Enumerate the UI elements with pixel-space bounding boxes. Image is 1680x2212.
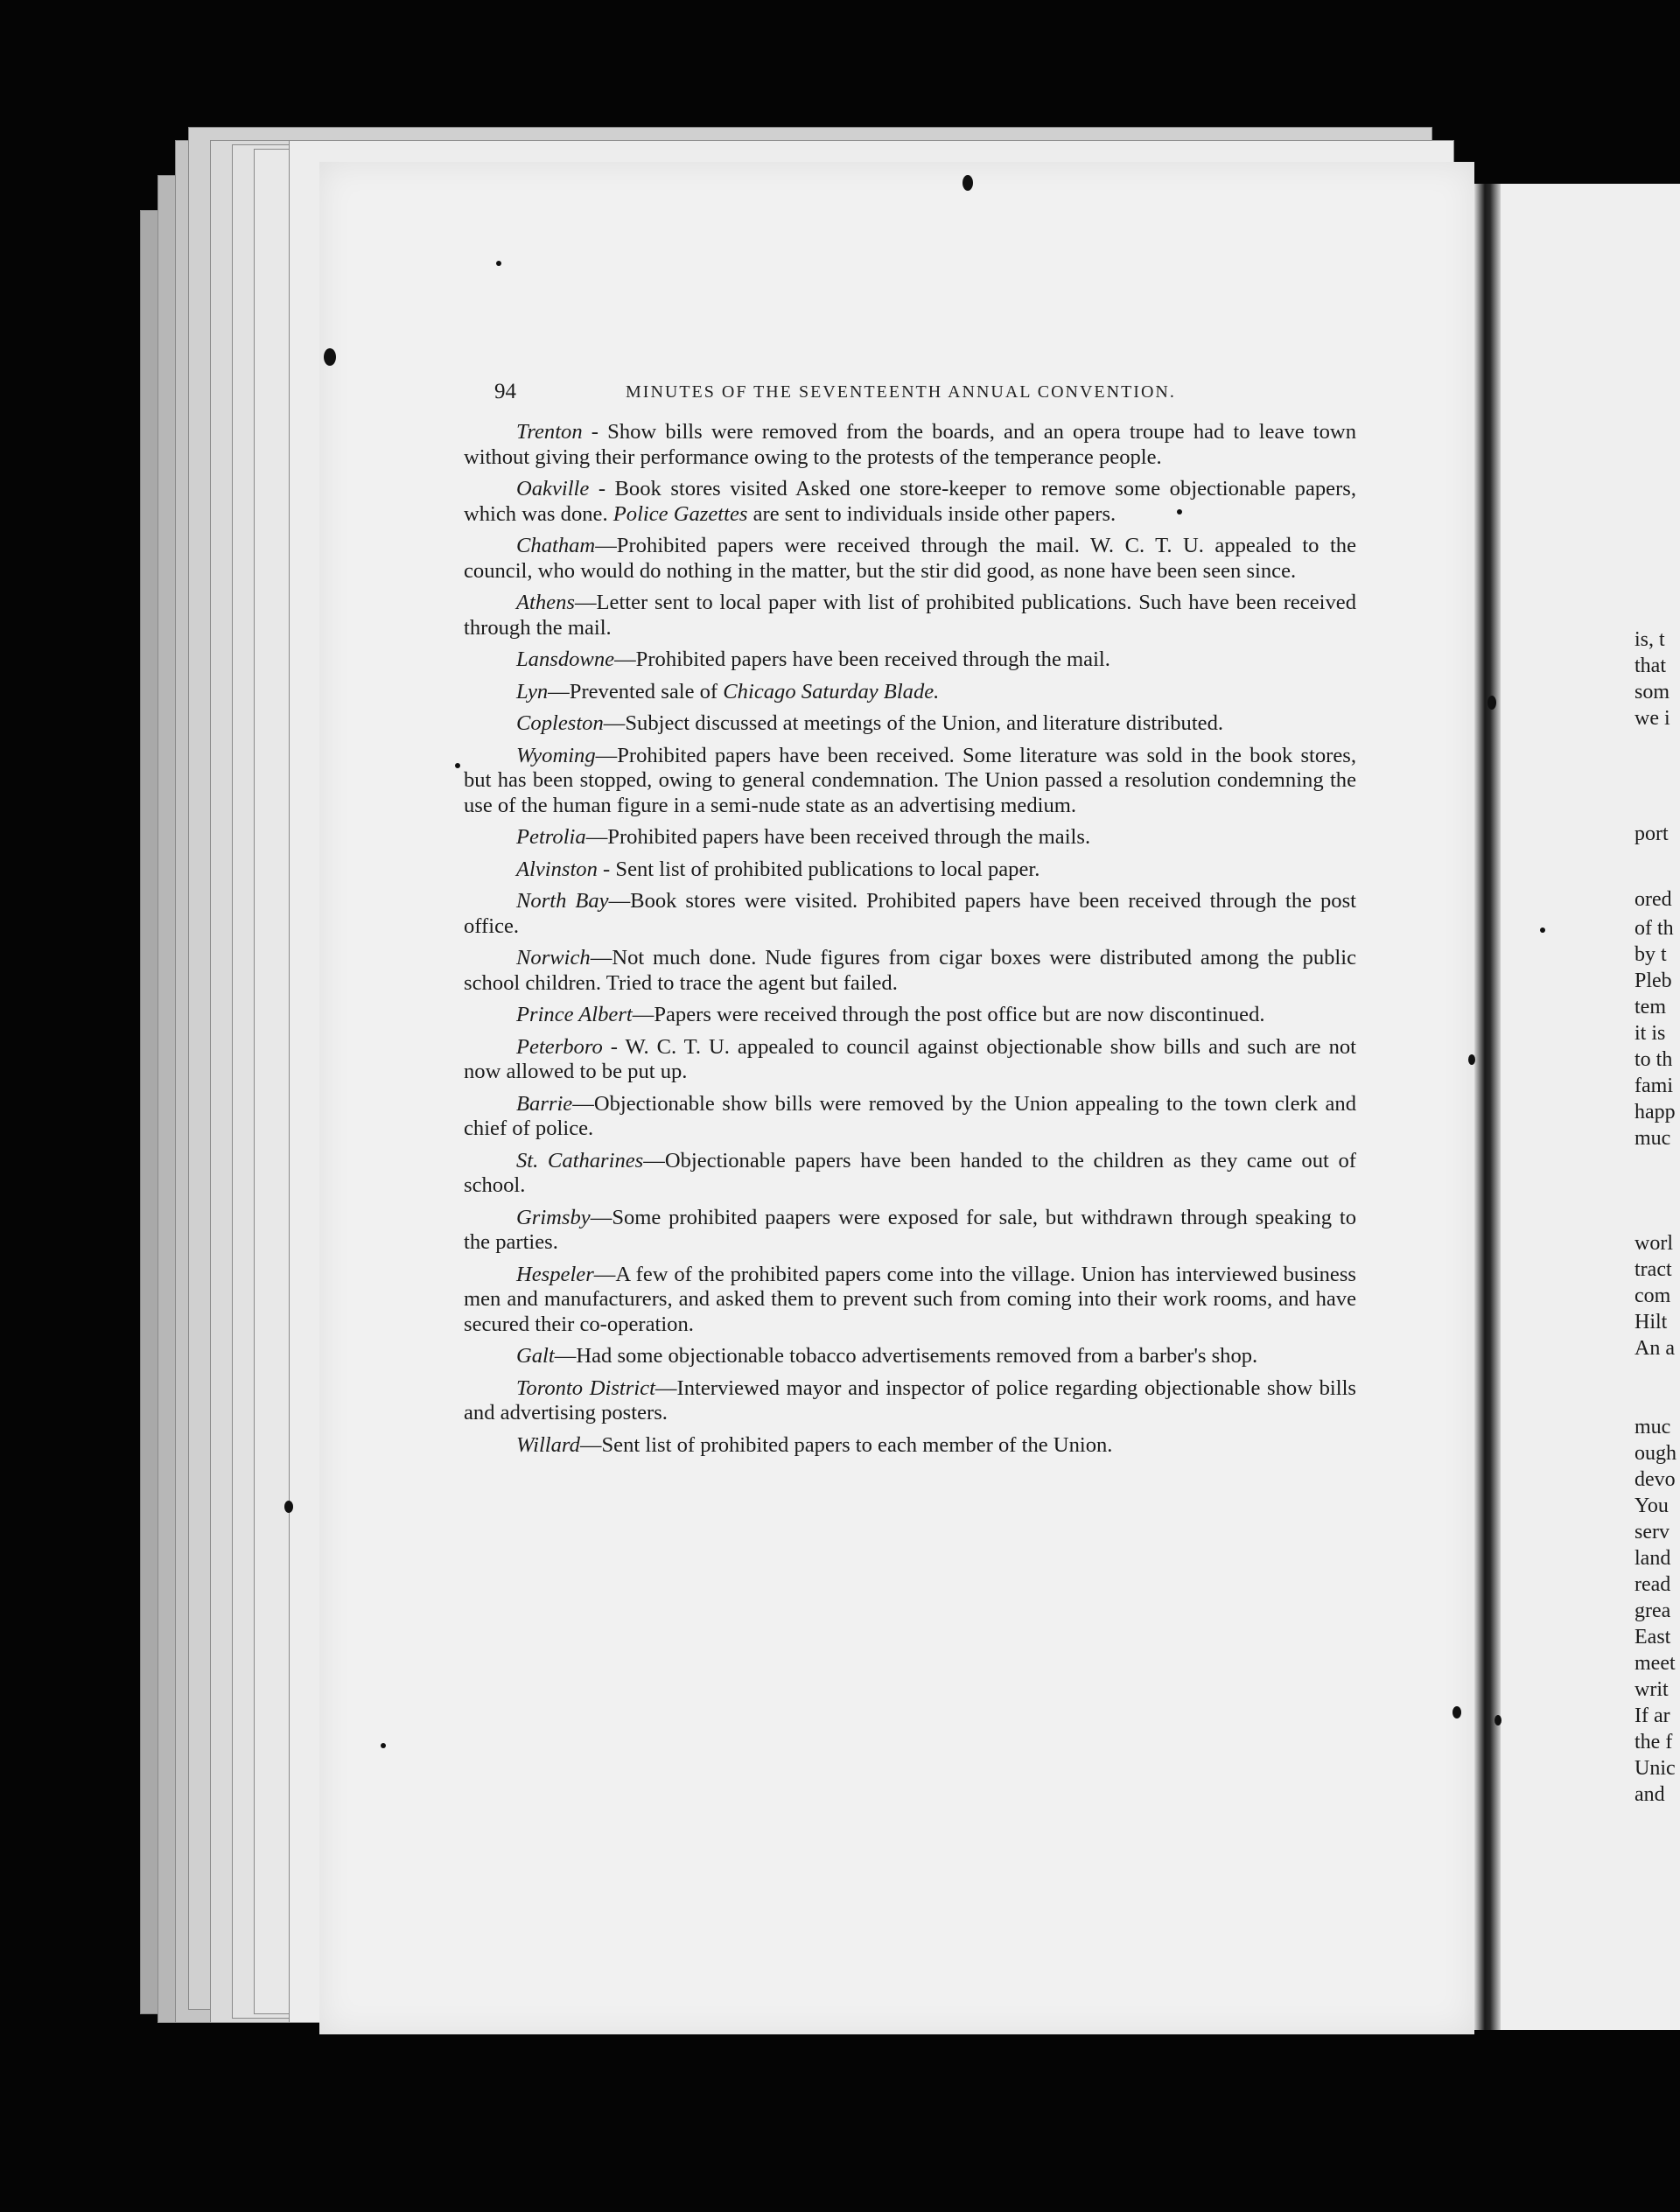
entry-separator: - — [582, 420, 608, 444]
entry-separator: — — [595, 534, 617, 557]
report-entry — [464, 1433, 1356, 1459]
entry-place: Trenton — [516, 420, 583, 444]
entry-text: Had some objectionable tobacco advertisements removed from a barber's shop. — [576, 1344, 1258, 1368]
right-page-fragment: port — [1634, 822, 1669, 845]
right-page-fragment: writ — [1634, 1678, 1669, 1701]
right-page-fragment: meet — [1634, 1652, 1676, 1675]
right-page-fragment: Hilt — [1634, 1311, 1668, 1334]
entry-separator: — — [574, 591, 597, 614]
right-page-fragment: that — [1634, 654, 1666, 677]
entry-text: Book stores visited Asked one store-keeper to remove some objectionable papers, which was done. — [464, 477, 1356, 526]
entry-place: Norwich — [516, 946, 591, 970]
entry-place: Barrie — [516, 1091, 573, 1116]
right-page-fragment: som — [1634, 681, 1670, 704]
entry-text: Sent list of prohibited publications to local paper. — [615, 857, 1040, 881]
report-entry — [464, 591, 1356, 640]
dust-speck — [1468, 1054, 1475, 1065]
entry-text: Prohibited papers have been received through the mails. — [607, 825, 1091, 849]
running-head: MINUTES OF THE SEVENTEENTH ANNUAL CONVENTION. — [626, 382, 1176, 402]
entry-separator: - — [589, 477, 615, 500]
report-entry — [464, 1003, 1356, 1028]
dust-speck — [1494, 1715, 1502, 1726]
entry-text: Prohibited papers were received through the mail. W. C. T. U. appealed to the council, who would do nothing in the matter, but the stir did good, as none have been seen since. — [464, 534, 1356, 583]
right-page-fragment: If ar — [1634, 1704, 1670, 1727]
right-page-fragment: land — [1634, 1547, 1671, 1570]
report-entry — [464, 1376, 1356, 1426]
dust-speck — [324, 348, 336, 366]
entry-text: Some prohibited paapers were exposed for sale, but withdrawn through speaking to the parties. — [464, 1205, 1356, 1254]
entry-separator: — — [554, 1344, 577, 1368]
dust-speck — [962, 175, 973, 191]
entry-place: Grimsby — [516, 1205, 591, 1229]
dust-speck — [455, 763, 460, 768]
right-page-fragment: the f — [1634, 1731, 1673, 1754]
report-entry — [464, 946, 1356, 996]
right-page-fragment: of th — [1634, 917, 1674, 940]
entry-separator: — — [595, 743, 618, 767]
right-page-fragment: we i — [1634, 707, 1670, 730]
right-page-fragment: devo — [1634, 1468, 1676, 1491]
right-page-fragment: read — [1634, 1573, 1671, 1596]
entry-text: Objectionable papers have been handed to the children as they came out of school. — [464, 1148, 1356, 1197]
entry-text: Papers were received through the post office but are now discontinued. — [654, 1003, 1265, 1026]
entry-place: Lansdowne — [516, 648, 615, 671]
entry-separator: — — [603, 711, 626, 735]
right-page-fragment: by t — [1634, 943, 1667, 966]
entry-text: Prevented sale of — [569, 679, 724, 704]
report-entry — [464, 1344, 1356, 1369]
entry-place: Chatham — [516, 534, 596, 557]
entry-place: Galt — [516, 1344, 555, 1368]
entry-text: A few of the prohibited papers come into the village. Union has interviewed business men and manufacturers, and asked them to prevent such from coming into their work rooms, and have secured their co-operation. — [464, 1262, 1356, 1336]
entry-place: Peterboro — [516, 1034, 603, 1059]
entry-separator: — — [548, 679, 570, 704]
entry-place: Willard — [516, 1432, 580, 1457]
report-entry — [464, 744, 1356, 819]
entry-text: Sent list of prohibited papers to each member of the Union. — [601, 1432, 1113, 1457]
right-page-fragment: muc — [1634, 1127, 1671, 1150]
report-entry — [464, 534, 1356, 584]
entry-separator: - — [597, 857, 616, 881]
right-page-fragment: East — [1634, 1626, 1671, 1648]
right-page-fragment: grea — [1634, 1600, 1671, 1622]
dust-speck — [284, 1501, 293, 1513]
entry-text: Objectionable show bills were removed by the Union appealing to the town clerk and chief of police. — [464, 1091, 1356, 1140]
report-entry — [464, 420, 1356, 470]
entry-text: Interviewed mayor and inspector of police regarding objectionable show bills and advertising posters. — [464, 1376, 1356, 1424]
entry-separator: — — [608, 889, 631, 913]
report-entry — [464, 858, 1356, 883]
right-page-fragment: fami — [1634, 1074, 1673, 1097]
entry-separator: — — [643, 1148, 665, 1172]
entry-place: Toronto District — [516, 1376, 655, 1400]
report-entry — [464, 889, 1356, 939]
right-page-fragment: it is — [1634, 1022, 1666, 1045]
right-page-fragment: muc — [1634, 1416, 1671, 1438]
entry-italic-title: Chicago Saturday Blade. — [723, 679, 940, 704]
right-page-fragment: and — [1634, 1783, 1665, 1806]
right-page-fragment: to th — [1634, 1048, 1673, 1071]
entry-place: St. Catharines — [516, 1148, 644, 1172]
entry-text: Letter sent to local paper with list of prohibited publications. Such have been received through the mail. — [464, 591, 1356, 640]
report-entries — [464, 420, 1356, 1465]
report-entry — [464, 1149, 1356, 1199]
entry-text: W. C. T. U. appealed to council against objectionable show bills and such are not now allowed to be put up. — [464, 1034, 1357, 1083]
right-page-fragment: You — [1634, 1494, 1669, 1517]
entry-text: Subject discussed at meetings of the Union, and literature distributed. — [625, 711, 1224, 735]
entry-place: Hespeler — [516, 1262, 594, 1286]
right-page-fragment: tem — [1634, 996, 1666, 1018]
dust-speck — [1488, 696, 1496, 710]
entry-place: Copleston — [516, 711, 604, 735]
entry-text: Show bills were removed from the boards, and an opera troupe had to leave town without giving their performance owing to the protests of the temperance people. — [464, 420, 1356, 469]
entry-place: Alvinston — [516, 857, 598, 881]
entry-text-tail: are sent to individuals inside other papers. — [747, 501, 1116, 526]
dust-speck — [496, 261, 501, 266]
entry-place: Prince Albert — [516, 1003, 633, 1026]
entry-text: Not much done. Nude figures from cigar boxes were distributed among the public school children. Tried to trace the agent but failed. — [464, 946, 1356, 995]
report-entry — [464, 825, 1356, 850]
entry-place: Petrolia — [516, 825, 586, 849]
right-page-fragment: tract — [1634, 1258, 1672, 1281]
right-page-fragment: happ — [1634, 1101, 1676, 1124]
right-page-fragment: ored — [1634, 888, 1672, 911]
right-page-fragment: An a — [1634, 1337, 1675, 1360]
entry-text: Prohibited papers have been received. Some literature was sold in the book stores, but has been stopped, owing to general condemnation. The Union passed a resolution condemning the use of the human figure in a semi-nude state as an advertising medium. — [464, 743, 1356, 817]
entry-separator: — — [632, 1003, 654, 1026]
report-entry — [464, 1092, 1356, 1142]
book-gutter — [1474, 184, 1501, 2030]
entry-separator: — — [654, 1376, 677, 1400]
report-entry — [464, 1263, 1356, 1338]
entry-separator: - — [602, 1034, 626, 1059]
report-entry — [464, 711, 1356, 737]
report-entry — [464, 1035, 1356, 1085]
right-page-fragment: serv — [1634, 1521, 1670, 1544]
dust-speck — [1452, 1706, 1461, 1718]
right-page-fragment: ough — [1634, 1442, 1676, 1465]
dust-speck — [1540, 928, 1545, 933]
entry-separator: — — [593, 1262, 616, 1286]
report-entry — [464, 477, 1356, 527]
entry-separator: — — [614, 648, 636, 671]
report-entry — [464, 1206, 1356, 1256]
right-page-fragment: Unic — [1634, 1757, 1676, 1780]
entry-separator: — — [572, 1091, 594, 1116]
entry-text: Prohibited papers have been received through the mail. — [635, 648, 1110, 671]
right-page-fragment: worl — [1634, 1232, 1673, 1255]
entry-separator: — — [579, 1432, 602, 1457]
report-entry — [464, 680, 1356, 705]
entry-separator: — — [590, 946, 612, 970]
entry-place: Wyoming — [516, 743, 596, 767]
entry-separator: — — [585, 825, 608, 849]
right-page-fragment: Pleb — [1634, 970, 1672, 992]
entry-place: North Bay — [516, 889, 609, 913]
report-entry — [464, 648, 1356, 673]
entry-separator: — — [590, 1205, 612, 1229]
right-page-fragment: is, t — [1634, 628, 1665, 651]
entry-text: Book stores were visited. Prohibited papers have been received through the post office. — [464, 889, 1356, 938]
entry-place: Athens — [516, 591, 575, 614]
entry-italic-title: Police Gazettes — [612, 501, 748, 526]
entry-place: Oakville — [516, 477, 590, 500]
dust-speck — [381, 1743, 386, 1748]
page-number: 94 — [494, 380, 516, 403]
dust-speck — [1177, 509, 1182, 514]
entry-place: Lyn — [516, 679, 549, 704]
right-page-fragment: com — [1634, 1284, 1671, 1307]
